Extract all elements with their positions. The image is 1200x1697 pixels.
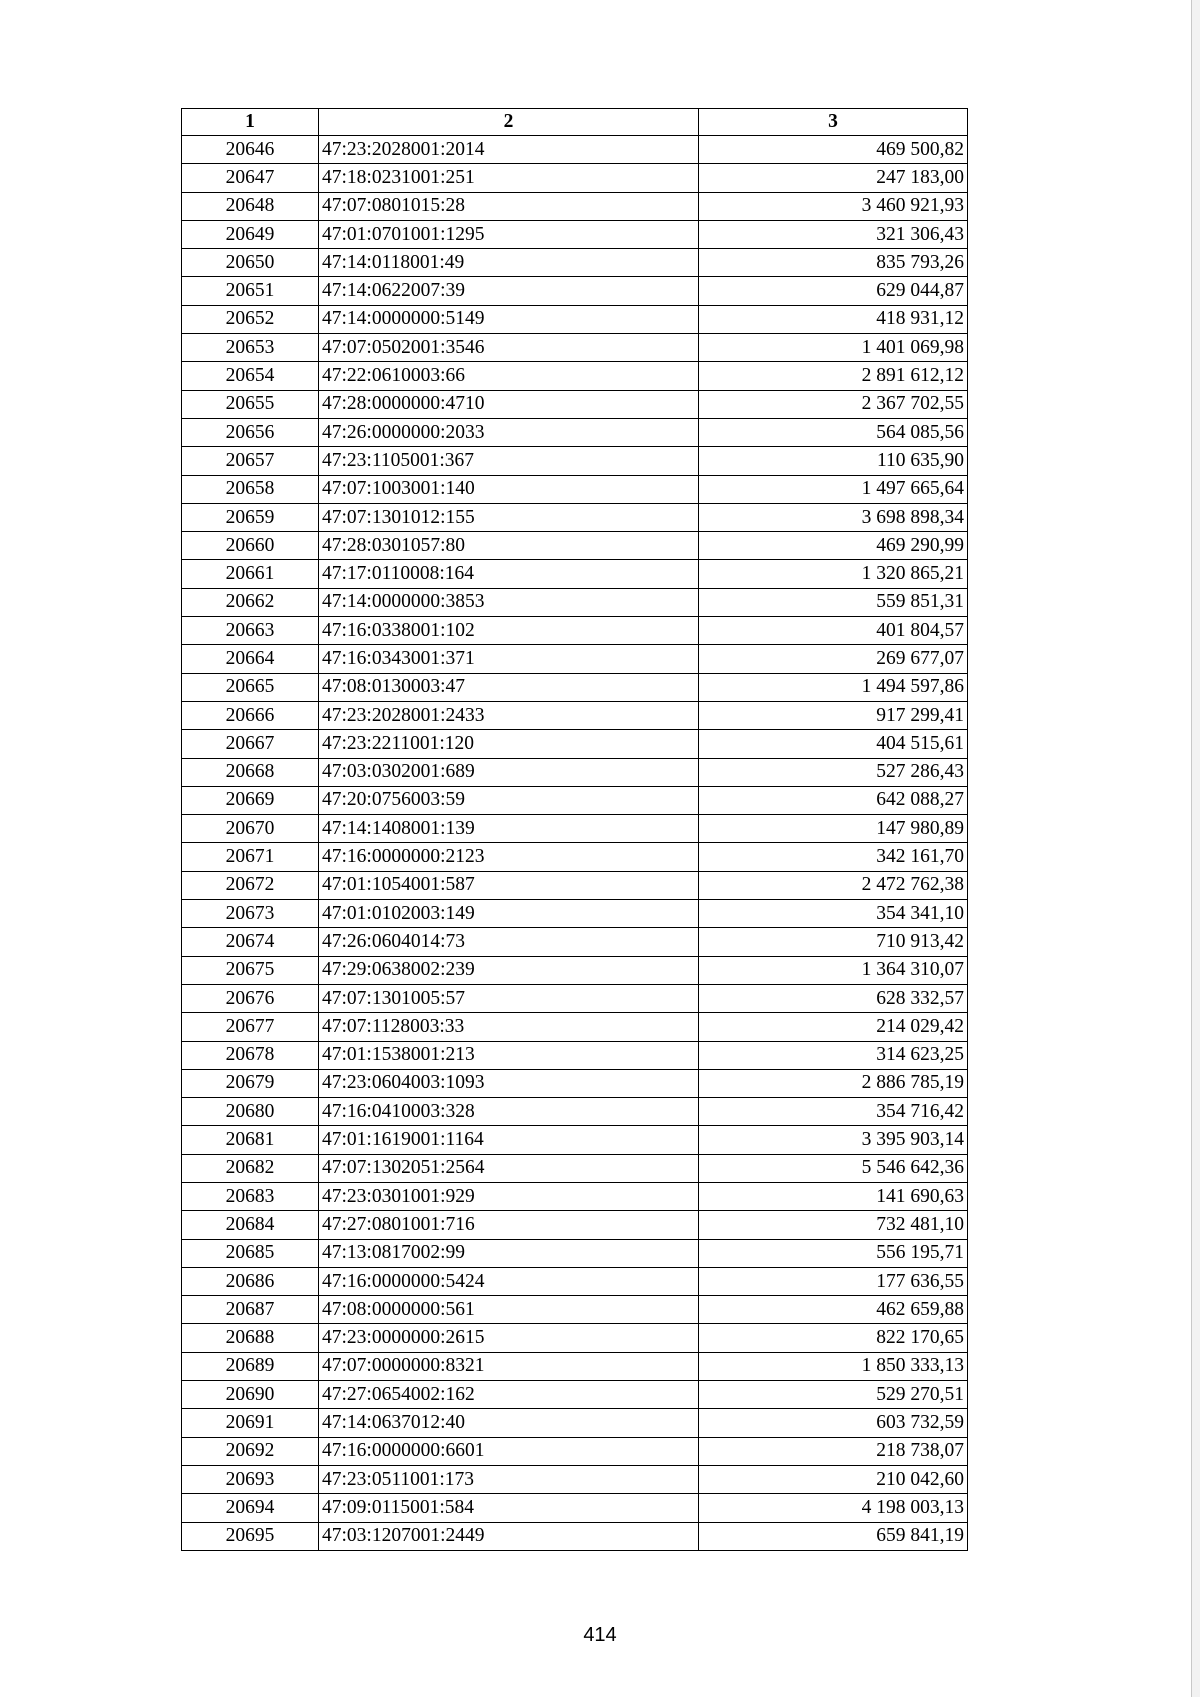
- cadastral-number-cell: 47:26:0604014:73: [319, 928, 699, 956]
- table-row: [182, 277, 968, 305]
- cadastral-number-cell: 47:09:0115001:584: [319, 1494, 699, 1522]
- row-number-cell: 20690: [182, 1381, 319, 1409]
- value-cell: 469 290,99: [699, 532, 968, 560]
- cadastral-number-cell: 47:08:0130003:47: [319, 673, 699, 701]
- value-cell: 710 913,42: [699, 928, 968, 956]
- table-row: [182, 1041, 968, 1069]
- row-number-cell: 20666: [182, 701, 319, 729]
- table-row: [182, 136, 968, 164]
- value-cell: 462 659,88: [699, 1296, 968, 1324]
- row-number-cell: 20692: [182, 1437, 319, 1465]
- value-cell: 418 931,12: [699, 305, 968, 333]
- cadastral-number-cell: 47:07:0502001:3546: [319, 334, 699, 362]
- cadastral-number-cell: 47:23:0000000:2615: [319, 1324, 699, 1352]
- cadastral-number-cell: 47:16:0000000:2123: [319, 843, 699, 871]
- row-number-cell: 20680: [182, 1098, 319, 1126]
- row-number-cell: 20669: [182, 786, 319, 814]
- table-row: [182, 1126, 968, 1154]
- value-cell: 835 793,26: [699, 249, 968, 277]
- row-number-cell: 20658: [182, 475, 319, 503]
- table-row: [182, 390, 968, 418]
- value-cell: 628 332,57: [699, 984, 968, 1012]
- cadastral-number-cell: 47:23:1105001:367: [319, 447, 699, 475]
- row-number-cell: 20678: [182, 1041, 319, 1069]
- row-number-cell: 20670: [182, 815, 319, 843]
- cadastral-number-cell: 47:27:0801001:716: [319, 1211, 699, 1239]
- value-cell: 3 698 898,34: [699, 503, 968, 531]
- row-number-cell: 20677: [182, 1013, 319, 1041]
- row-number-cell: 20653: [182, 334, 319, 362]
- cadastral-number-cell: 47:01:1054001:587: [319, 871, 699, 899]
- value-cell: 1 850 333,13: [699, 1352, 968, 1380]
- value-cell: 210 042,60: [699, 1465, 968, 1493]
- value-cell: 2 886 785,19: [699, 1069, 968, 1097]
- value-cell: 177 636,55: [699, 1267, 968, 1295]
- cadastral-number-cell: 47:28:0000000:4710: [319, 390, 699, 418]
- value-cell: 314 623,25: [699, 1041, 968, 1069]
- cadastral-number-cell: 47:01:0102003:149: [319, 900, 699, 928]
- row-number-cell: 20675: [182, 956, 319, 984]
- column-header-3: 3: [699, 109, 968, 136]
- value-cell: 3 460 921,93: [699, 192, 968, 220]
- table-row: [182, 1465, 968, 1493]
- value-cell: 218 738,07: [699, 1437, 968, 1465]
- cadastral-number-cell: 47:18:0231001:251: [319, 164, 699, 192]
- row-number-cell: 20650: [182, 249, 319, 277]
- cadastral-number-cell: 47:01:1619001:1164: [319, 1126, 699, 1154]
- page-number: 414: [583, 1624, 617, 1646]
- cadastral-number-cell: 47:22:0610003:66: [319, 362, 699, 390]
- cadastral-number-cell: 47:28:0301057:80: [319, 532, 699, 560]
- value-cell: 527 286,43: [699, 758, 968, 786]
- row-number-cell: 20662: [182, 588, 319, 616]
- cadastral-number-cell: 47:14:1408001:139: [319, 815, 699, 843]
- table-row: [182, 220, 968, 248]
- table-row: [182, 900, 968, 928]
- cadastral-number-cell: 47:07:0000000:8321: [319, 1352, 699, 1380]
- value-cell: 2 472 762,38: [699, 871, 968, 899]
- row-number-cell: 20682: [182, 1154, 319, 1182]
- table-row: [182, 786, 968, 814]
- table-row: [182, 928, 968, 956]
- cadastral-number-cell: 47:29:0638002:239: [319, 956, 699, 984]
- cadastral-number-cell: 47:27:0654002:162: [319, 1381, 699, 1409]
- value-cell: 556 195,71: [699, 1239, 968, 1267]
- cadastral-number-cell: 47:07:0801015:28: [319, 192, 699, 220]
- column-header-1: 1: [182, 109, 319, 136]
- row-number-cell: 20688: [182, 1324, 319, 1352]
- table-row: [182, 475, 968, 503]
- table-row: [182, 984, 968, 1012]
- value-cell: 354 716,42: [699, 1098, 968, 1126]
- table-row: [182, 305, 968, 333]
- value-cell: 354 341,10: [699, 900, 968, 928]
- cadastral-number-cell: 47:23:0604003:1093: [319, 1069, 699, 1097]
- row-number-cell: 20654: [182, 362, 319, 390]
- row-number-cell: 20660: [182, 532, 319, 560]
- value-cell: 141 690,63: [699, 1182, 968, 1210]
- row-number-cell: 20687: [182, 1296, 319, 1324]
- cadastral-number-cell: 47:07:1003001:140: [319, 475, 699, 503]
- row-number-cell: 20651: [182, 277, 319, 305]
- row-number-cell: 20646: [182, 136, 319, 164]
- cadastral-number-cell: 47:03:1207001:2449: [319, 1522, 699, 1550]
- row-number-cell: 20665: [182, 673, 319, 701]
- table-row: [182, 645, 968, 673]
- table-row: [182, 1239, 968, 1267]
- table-header: [182, 109, 968, 136]
- value-cell: 822 170,65: [699, 1324, 968, 1352]
- table-row: [182, 1267, 968, 1295]
- cadastral-number-cell: 47:23:0301001:929: [319, 1182, 699, 1210]
- table-row: [182, 1324, 968, 1352]
- cadastral-number-cell: 47:14:0000000:3853: [319, 588, 699, 616]
- cadastral-number-cell: 47:14:0000000:5149: [319, 305, 699, 333]
- cadastral-number-cell: 47:01:1538001:213: [319, 1041, 699, 1069]
- registry-table: [181, 108, 968, 1551]
- table-row: [182, 503, 968, 531]
- header-row: [182, 109, 968, 136]
- cadastral-number-cell: 47:23:2211001:120: [319, 730, 699, 758]
- cadastral-number-cell: 47:16:0000000:5424: [319, 1267, 699, 1295]
- cadastral-number-cell: 47:17:0110008:164: [319, 560, 699, 588]
- cadastral-number-cell: 47:07:1302051:2564: [319, 1154, 699, 1182]
- value-cell: 2 891 612,12: [699, 362, 968, 390]
- value-cell: 603 732,59: [699, 1409, 968, 1437]
- cadastral-number-cell: 47:23:2028001:2014: [319, 136, 699, 164]
- value-cell: 4 198 003,13: [699, 1494, 968, 1522]
- page-right-edge: [1191, 0, 1200, 1697]
- row-number-cell: 20657: [182, 447, 319, 475]
- table-row: [182, 560, 968, 588]
- cadastral-number-cell: 47:07:1301005:57: [319, 984, 699, 1012]
- cadastral-number-cell: 47:07:1128003:33: [319, 1013, 699, 1041]
- cadastral-number-cell: 47:16:0410003:328: [319, 1098, 699, 1126]
- value-cell: 401 804,57: [699, 617, 968, 645]
- table-row: [182, 588, 968, 616]
- row-number-cell: 20685: [182, 1239, 319, 1267]
- table-row: [182, 1182, 968, 1210]
- row-number-cell: 20684: [182, 1211, 319, 1239]
- row-number-cell: 20649: [182, 220, 319, 248]
- table-row: [182, 730, 968, 758]
- value-cell: 147 980,89: [699, 815, 968, 843]
- cadastral-number-cell: 47:08:0000000:561: [319, 1296, 699, 1324]
- value-cell: 247 183,00: [699, 164, 968, 192]
- row-number-cell: 20664: [182, 645, 319, 673]
- cadastral-number-cell: 47:01:0701001:1295: [319, 220, 699, 248]
- value-cell: 469 500,82: [699, 136, 968, 164]
- row-number-cell: 20648: [182, 192, 319, 220]
- value-cell: 629 044,87: [699, 277, 968, 305]
- cadastral-number-cell: 47:26:0000000:2033: [319, 418, 699, 446]
- cadastral-number-cell: 47:16:0000000:6601: [319, 1437, 699, 1465]
- table-row: [182, 1409, 968, 1437]
- table-row: [182, 1494, 968, 1522]
- table-row: [182, 673, 968, 701]
- table-row: [182, 1211, 968, 1239]
- table-row: [182, 617, 968, 645]
- value-cell: 1 364 310,07: [699, 956, 968, 984]
- cadastral-number-cell: 47:03:0302001:689: [319, 758, 699, 786]
- row-number-cell: 20672: [182, 871, 319, 899]
- row-number-cell: 20647: [182, 164, 319, 192]
- value-cell: 321 306,43: [699, 220, 968, 248]
- value-cell: 1 494 597,86: [699, 673, 968, 701]
- table-row: [182, 871, 968, 899]
- row-number-cell: 20661: [182, 560, 319, 588]
- value-cell: 269 677,07: [699, 645, 968, 673]
- row-number-cell: 20652: [182, 305, 319, 333]
- table-row: [182, 1296, 968, 1324]
- table-row: [182, 701, 968, 729]
- row-number-cell: 20691: [182, 1409, 319, 1437]
- row-number-cell: 20679: [182, 1069, 319, 1097]
- column-header-2: 2: [319, 109, 699, 136]
- cadastral-number-cell: 47:07:1301012:155: [319, 503, 699, 531]
- row-number-cell: 20674: [182, 928, 319, 956]
- value-cell: 404 515,61: [699, 730, 968, 758]
- table-row: [182, 815, 968, 843]
- row-number-cell: 20681: [182, 1126, 319, 1154]
- value-cell: 5 546 642,36: [699, 1154, 968, 1182]
- value-cell: 3 395 903,14: [699, 1126, 968, 1154]
- table-row: [182, 1069, 968, 1097]
- value-cell: 214 029,42: [699, 1013, 968, 1041]
- table-row: [182, 1381, 968, 1409]
- value-cell: 559 851,31: [699, 588, 968, 616]
- table-row: [182, 843, 968, 871]
- row-number-cell: 20663: [182, 617, 319, 645]
- cadastral-number-cell: 47:20:0756003:59: [319, 786, 699, 814]
- cadastral-number-cell: 47:16:0343001:371: [319, 645, 699, 673]
- table-row: [182, 1098, 968, 1126]
- row-number-cell: 20667: [182, 730, 319, 758]
- table-row: [182, 1154, 968, 1182]
- value-cell: 1 497 665,64: [699, 475, 968, 503]
- value-cell: 529 270,51: [699, 1381, 968, 1409]
- table-row: [182, 249, 968, 277]
- value-cell: 564 085,56: [699, 418, 968, 446]
- row-number-cell: 20655: [182, 390, 319, 418]
- table-row: [182, 1013, 968, 1041]
- row-number-cell: 20659: [182, 503, 319, 531]
- value-cell: 342 161,70: [699, 843, 968, 871]
- cadastral-number-cell: 47:14:0118001:49: [319, 249, 699, 277]
- value-cell: 642 088,27: [699, 786, 968, 814]
- table-row: [182, 1352, 968, 1380]
- row-number-cell: 20683: [182, 1182, 319, 1210]
- value-cell: 659 841,19: [699, 1522, 968, 1550]
- table-row: [182, 192, 968, 220]
- value-cell: 1 320 865,21: [699, 560, 968, 588]
- table-row: [182, 334, 968, 362]
- row-number-cell: 20695: [182, 1522, 319, 1550]
- cadastral-number-cell: 47:23:2028001:2433: [319, 701, 699, 729]
- row-number-cell: 20693: [182, 1465, 319, 1493]
- value-cell: 1 401 069,98: [699, 334, 968, 362]
- row-number-cell: 20671: [182, 843, 319, 871]
- value-cell: 110 635,90: [699, 447, 968, 475]
- table-row: [182, 164, 968, 192]
- row-number-cell: 20656: [182, 418, 319, 446]
- table-row: [182, 1437, 968, 1465]
- row-number-cell: 20673: [182, 900, 319, 928]
- value-cell: 917 299,41: [699, 701, 968, 729]
- cadastral-number-cell: 47:14:0622007:39: [319, 277, 699, 305]
- row-number-cell: 20686: [182, 1267, 319, 1295]
- table-row: [182, 956, 968, 984]
- row-number-cell: 20689: [182, 1352, 319, 1380]
- cadastral-number-cell: 47:14:0637012:40: [319, 1409, 699, 1437]
- row-number-cell: 20694: [182, 1494, 319, 1522]
- value-cell: 732 481,10: [699, 1211, 968, 1239]
- table-body: [182, 136, 968, 1551]
- cadastral-number-cell: 47:13:0817002:99: [319, 1239, 699, 1267]
- row-number-cell: 20668: [182, 758, 319, 786]
- table-row: [182, 447, 968, 475]
- row-number-cell: 20676: [182, 984, 319, 1012]
- table-row: [182, 418, 968, 446]
- cadastral-number-cell: 47:23:0511001:173: [319, 1465, 699, 1493]
- value-cell: 2 367 702,55: [699, 390, 968, 418]
- table-row: [182, 362, 968, 390]
- cadastral-number-cell: 47:16:0338001:102: [319, 617, 699, 645]
- table-row: [182, 1522, 968, 1550]
- table-row: [182, 532, 968, 560]
- table-row: [182, 758, 968, 786]
